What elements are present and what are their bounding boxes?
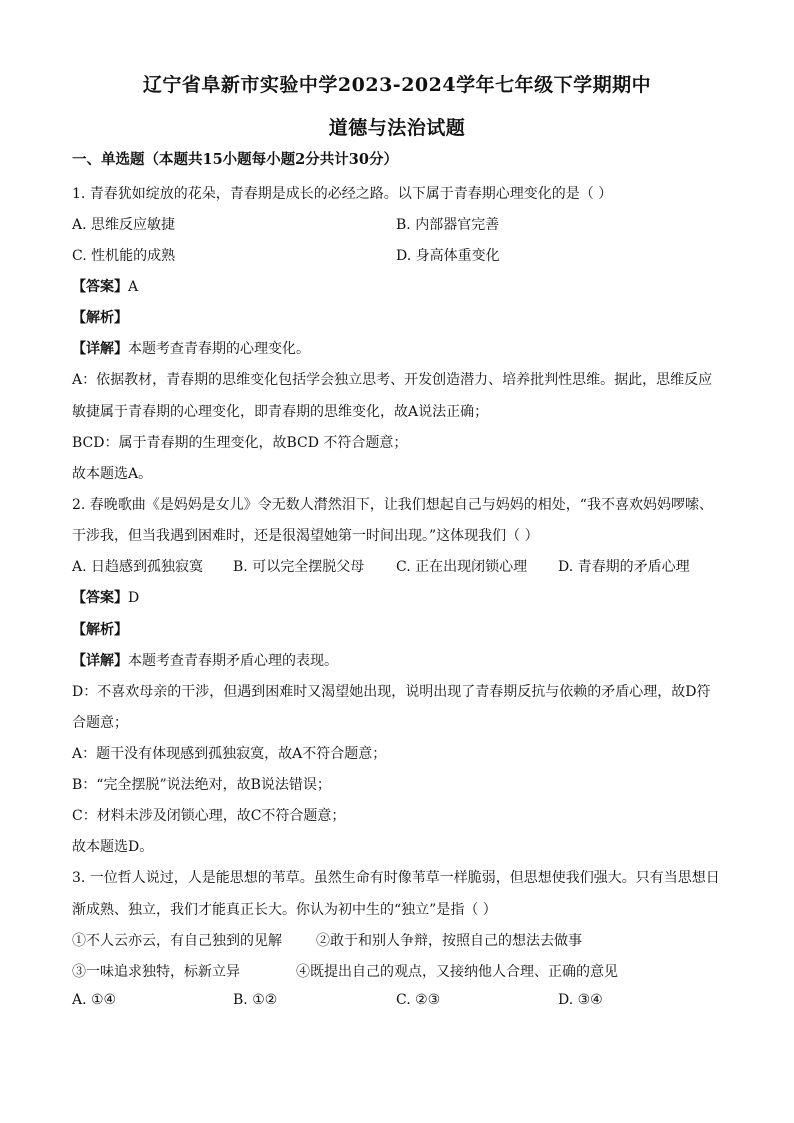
q2-line-6: 故本题选D。 (72, 839, 154, 855)
answer-value: D (128, 590, 140, 606)
q1-line-1: A：依据教材，青春期的思维变化包括学会独立思考、开发创造潜力、培养批判性思维。据此，思维反应 (72, 372, 713, 388)
detail-text: 本题考查青春期矛盾心理的表现。 (128, 653, 338, 669)
q2-option-a: A. 日趋感到孤独寂寞 (72, 559, 204, 575)
detail-tag: 【详解】 (72, 653, 128, 669)
q2-line-3: A：题干没有体现感到孤独寂寞，故A不符合题意； (72, 746, 387, 762)
q2-answer (72, 587, 139, 607)
q2-line-4: B：“完全摆脱”说法绝对，故B说法错误； (72, 777, 331, 793)
q3-option-d: D. ③④ (558, 992, 603, 1008)
detail-text: 本题考查青春期的心理变化。 (128, 341, 310, 357)
q2-line-1: D：不喜欢母亲的干涉，但遇到困难时又渴望她出现，说明出现了青春期反抗与依赖的矛盾心理，故D符 (72, 684, 711, 700)
q1-option-b: B. 内部器官完善 (396, 217, 500, 233)
q1-line-3: BCD：属于青春期的生理变化，故BCD 不符合题意； (72, 435, 408, 451)
q3-item-4: ④既提出自己的观点，又接纳他人合理、正确的意见 (296, 964, 618, 980)
q1-analysis-tag: 【解析】 (72, 310, 128, 326)
answer-tag: 【答案】 (72, 590, 128, 606)
q2-option-b: B. 可以完全摆脱父母 (233, 559, 365, 575)
q3-item-3: ③一味追求独特，标新立异 (72, 964, 240, 980)
detail-tag: 【详解】 (72, 341, 128, 357)
q2-option-c: C. 正在出现闭锁心理 (396, 559, 528, 575)
q2-analysis-tag: 【解析】 (72, 622, 128, 638)
q1-stem: 1. 青春犹如绽放的花朵，青春期是成长的必经之路。以下属于青春期心理变化的是（ ） (72, 186, 613, 202)
q3-option-c: C. ②③ (396, 992, 441, 1008)
q3-stem-line-2: 渐成熟、独立，我们才能真正长大。你认为初中生的“独立”是指（ ） (72, 902, 497, 918)
exam-title: 辽宁省阜新市实验中学2023-2024学年七年级下学期期中 (142, 74, 652, 96)
answer-tag: 【答案】 (72, 279, 128, 295)
q3-stem-line-1: 3. 一位哲人说过，人是能思想的苇草。虽然生命有时像苇草一样脆弱，但思想使我们强大。只有当思想日 (72, 870, 720, 886)
q1-option-a: A. 思维反应敏捷 (72, 217, 176, 233)
answer-value: A (128, 279, 139, 295)
q2-line-2: 合题意； (72, 715, 128, 731)
q3-item-2: ②敢于和别人争辩，按照自己的想法去做事 (316, 933, 582, 949)
q2-option-d: D. 青春期的矛盾心理 (558, 559, 690, 575)
exam-subtitle: 道德与法治试题 (328, 117, 466, 139)
q1-option-d: D. 身高体重变化 (396, 248, 500, 264)
q1-answer (72, 276, 138, 296)
q2-stem-line-1: 2. 春晚歌曲《是妈妈是女儿》令无数人潸然泪下，让我们想起自己与妈妈的相处，“我不喜欢妈妈啰嗦、 (72, 497, 713, 513)
q1-line-4: 故本题选A。 (72, 466, 153, 482)
q1-line-2: 敏捷属于青春期的心理变化，即青春期的思维变化，故A说法正确； (72, 404, 489, 420)
q2-stem-line-2: 干涉我，但当我遇到困难时，还是很渴望她第一时间出现。”这体现我们（ ） (72, 528, 539, 544)
q3-item-1: ①不人云亦云，有自己独到的见解 (72, 933, 282, 949)
section-heading: 一、单选题（本题共15小题每小题2分共计30分） (72, 151, 398, 168)
q3-option-a: A. ①④ (72, 992, 117, 1008)
q3-option-b: B. ①② (233, 992, 278, 1008)
q2-line-5: C：材料未涉及闭锁心理，故C不符合题意； (72, 808, 346, 824)
q1-option-c: C. 性机能的成熟 (72, 248, 176, 264)
q2-detail (72, 650, 338, 670)
q1-detail (72, 338, 310, 358)
